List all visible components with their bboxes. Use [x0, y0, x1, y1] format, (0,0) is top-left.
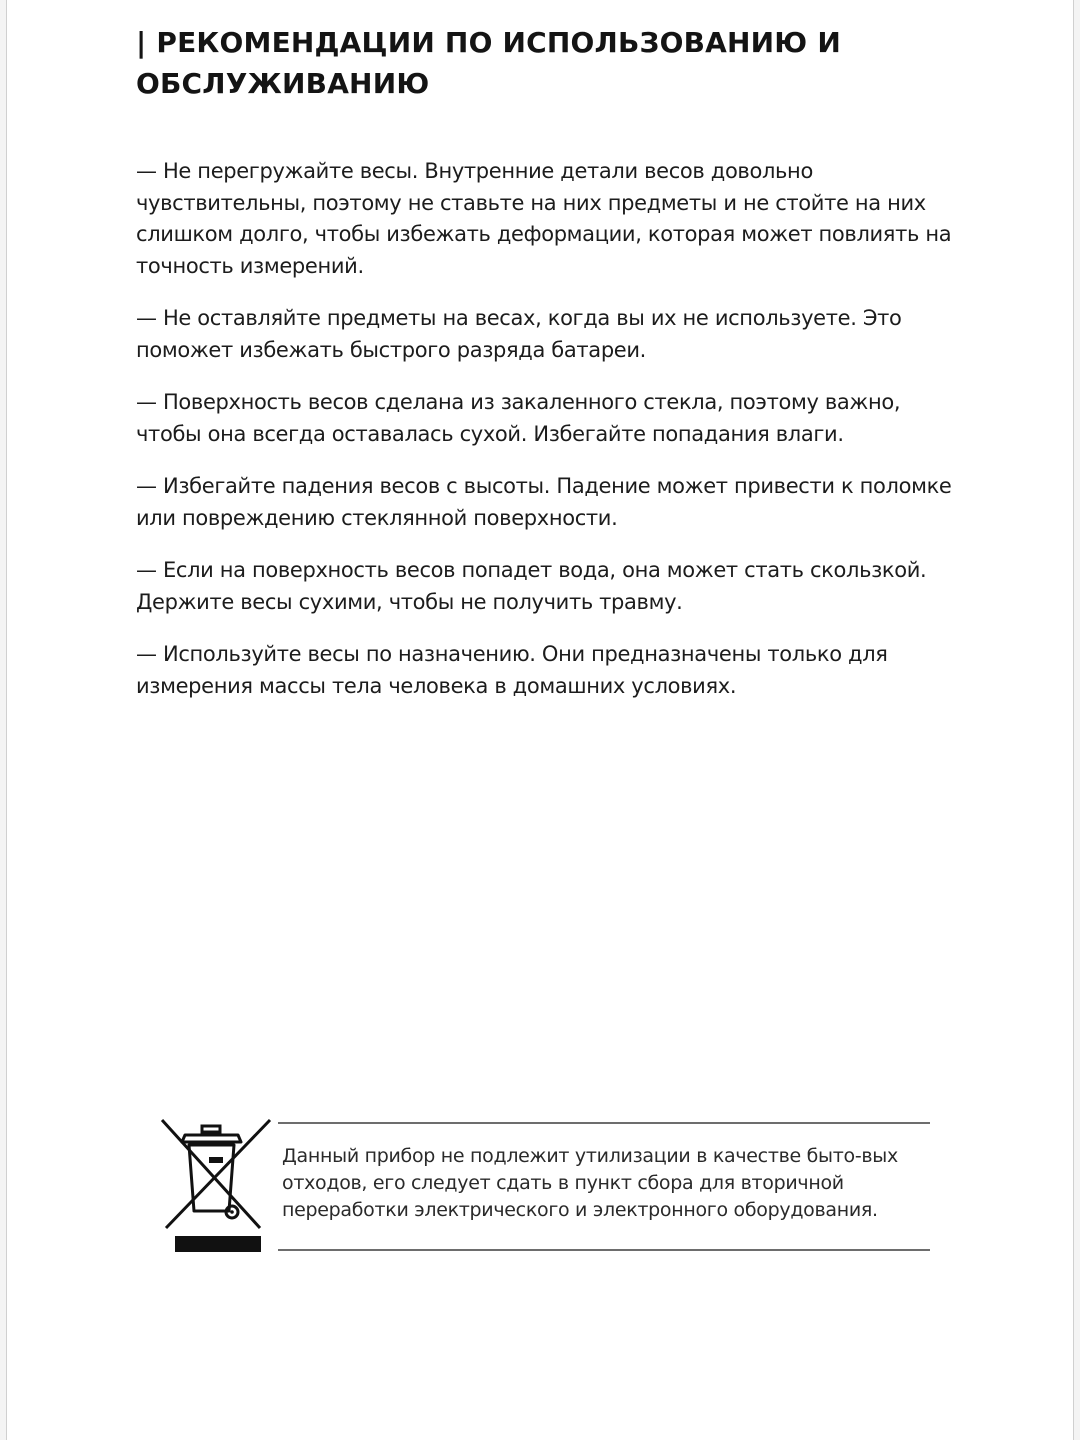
recommendations-list [136, 156, 966, 723]
divider-bottom [278, 1249, 930, 1251]
crossed-out-wheelie-bin-icon [152, 1115, 272, 1257]
recommendation-no-drop: — Избегайте падения весов с высоты. Падение может привести к поломке или повреждению стеклянной поверхности. [136, 474, 952, 530]
disposal-text: Данный прибор не подлежит утилизации в качестве быто-вых отходов, его следует сдать в пункт сбора для вторичной переработки электрического и электронного оборудования. [282, 1145, 898, 1221]
recommendation-slippery: — Если на поверхность весов попадет вода, она может стать скользкой. Держите весы сухими, чтобы не получить травму. [136, 558, 927, 614]
recommendation-dry-surface: — Поверхность весов сделана из закаленного стекла, поэтому важно, чтобы она всегда оставалась сухой. Избегайте попадания влаги. [136, 390, 901, 446]
divider-top [278, 1122, 930, 1124]
document-page [6, 0, 1074, 1440]
recommendation-battery: — Не оставляйте предметы на весах, когда вы их не используете. Это поможет избежать быстрого разряда батареи. [136, 306, 902, 362]
disposal-notice [152, 1115, 942, 1260]
recommendation-intended-use: — Используйте весы по назначению. Они предназначены только для измерения массы тела человека в домашних условиях. [136, 642, 888, 698]
recommendation-overload: — Не перегружайте весы. Внутренние детали весов довольно чувствительны, поэтому не ставьте на них предметы и не стойте на них слишком долго, чтобы избежать деформации, которая может повлиять на точность измерений. [136, 159, 952, 278]
section-title: | РЕКОМЕНДАЦИИ ПО ИСПОЛЬЗОВАНИЮ И ОБСЛУЖИВАНИЮ [136, 26, 841, 100]
